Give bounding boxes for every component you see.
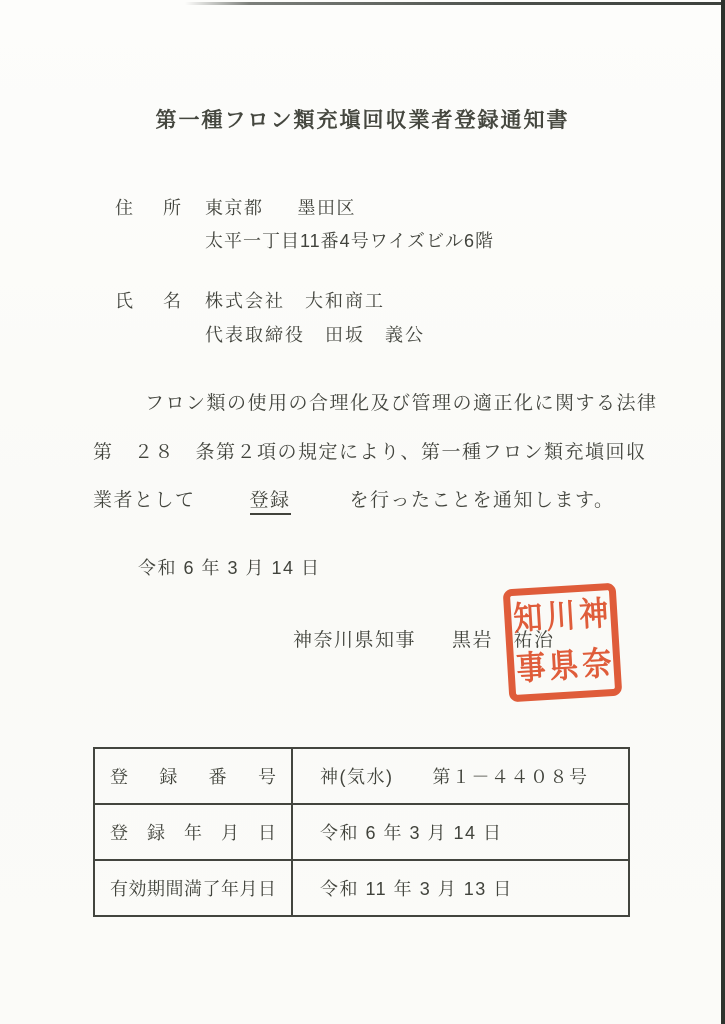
table-row-label <box>95 749 291 803</box>
registration-number-value: 神(気水) 第１－４４０８号 <box>291 749 628 803</box>
company-name: 株式会社 大和商工 <box>205 291 385 311</box>
body-line3-prefix: 業者として <box>93 490 196 511</box>
address-label: 住所 <box>115 198 181 218</box>
issue-date: 令和 6 年 3 月 14 日 <box>138 558 321 578</box>
issuer-title: 神奈川県知事 <box>293 630 417 651</box>
table-row-label <box>95 861 291 915</box>
scan-edge-top <box>185 2 721 5</box>
issuer-name: 黒岩 祐治 <box>452 630 555 651</box>
seal-char: 県 <box>548 647 580 686</box>
body-text-line1: フロン類の使用の合理化及び管理の適正化に関する法律 <box>145 393 658 414</box>
address-street: 太平一丁目11番4号ワイズビル6階 <box>205 231 494 251</box>
governor-seal-stamp <box>503 583 623 703</box>
table-row <box>95 749 628 803</box>
seal-char: 知 <box>512 599 544 639</box>
registration-date-label: 登録年月日 <box>110 823 276 843</box>
table-row <box>95 803 628 859</box>
body-text-line2: 第 ２８ 条第２項の規定により、第一種フロン類充塡回収 <box>93 442 647 463</box>
registration-word-underlined: 登録 <box>250 485 291 515</box>
scan-edge-right <box>721 0 725 1024</box>
body-text-line3 <box>93 485 615 515</box>
seal-char: 神 <box>578 595 610 635</box>
address-line1 <box>205 194 356 220</box>
seal-char: 川 <box>545 597 577 637</box>
table-row-label <box>95 805 291 859</box>
name-label: 氏名 <box>115 291 181 311</box>
seal-char: 事 <box>515 649 547 688</box>
representative-name: 代表取締役 田坂 義公 <box>205 325 425 345</box>
registration-date-value: 令和 6 年 3 月 14 日 <box>291 805 628 859</box>
address-prefecture: 東京都 <box>205 198 264 218</box>
registration-table <box>93 747 630 917</box>
seal-char: 奈 <box>581 645 613 684</box>
registration-number-label: 登録番号 <box>110 767 276 787</box>
address-ward: 墨田区 <box>297 198 356 218</box>
document-title: 第一種フロン類充塡回収業者登録通知書 <box>155 109 570 132</box>
expiration-date-label: 有効期間満了年月日 <box>110 879 276 899</box>
expiration-date-value: 令和 11 年 3 月 13 日 <box>291 861 628 915</box>
body-line3-suffix: を行ったことを通知します。 <box>349 490 615 511</box>
table-row <box>95 859 628 915</box>
